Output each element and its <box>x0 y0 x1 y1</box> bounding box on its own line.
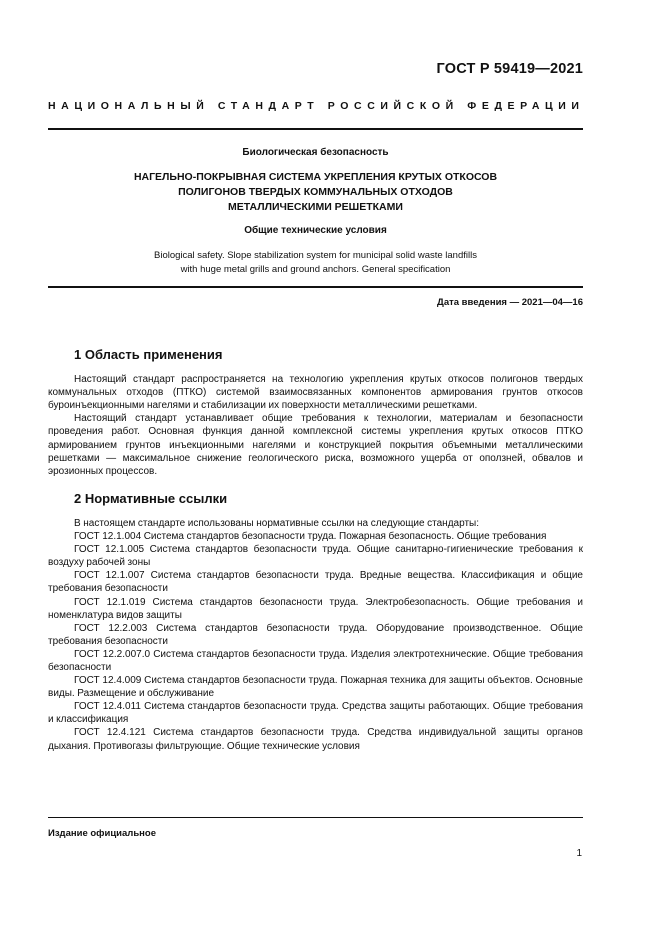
paragraph: В настоящем стандарте использованы нормативные ссылки на следующие стандарты: <box>74 517 479 529</box>
section-normative-references <box>48 492 583 753</box>
reference-item: ГОСТ 12.2.007.0 Система стандартов безопасности труда. Изделия электротехнические. Общие требования безопасности <box>48 648 583 673</box>
reference-item: ГОСТ 12.4.121 Система стандартов безопасности труда. Средства индивидуальной защиты органов дыхания. Противогазы фильтрующие. Общие технические условия <box>48 727 583 752</box>
title-divider <box>48 286 583 288</box>
section-scope <box>48 348 583 478</box>
reference-item: ГОСТ 12.1.005 Система стандартов безопасности труда. Общие санитарно-гигиенические требования к воздуху рабочей зоны <box>48 544 583 569</box>
reference-item: ГОСТ 12.1.019 Система стандартов безопасности труда. Электробезопасность. Общие требования и номенклатура видов защиты <box>48 596 583 621</box>
section-heading: 2 Нормативные ссылки <box>74 490 228 506</box>
document-title <box>48 170 583 215</box>
national-standard-banner: НАЦИОНАЛЬНЫЙ СТАНДАРТ РОССИЙСКОЙ ФЕДЕРАЦИИ <box>48 100 585 112</box>
document-body <box>48 348 583 753</box>
subject-line: Биологическая безопасность <box>242 147 389 158</box>
reference-item: ГОСТ 12.1.004 Система стандартов безопасности труда. Пожарная безопасность. Общие требования <box>74 531 547 543</box>
title-line: НАГЕЛЬНО-ПОКРЫВНАЯ СИСТЕМА УКРЕПЛЕНИЯ КРУТЫХ ОТКОСОВ <box>133 171 498 183</box>
english-title-line: with huge metal grills and ground anchors. General specification <box>180 264 451 275</box>
footer-divider <box>48 817 583 818</box>
reference-item: ГОСТ 12.4.011 Система стандартов безопасности труда. Средства защиты работающих. Общие требования и классификация <box>48 701 583 726</box>
official-edition-label: Издание официальное <box>48 828 156 839</box>
reference-item: ГОСТ 12.1.007 Система стандартов безопасности труда. Вредные вещества. Классификация и общие требования безопасности <box>48 570 583 595</box>
reference-item: ГОСТ 12.4.009 Система стандартов безопасности труда. Пожарная техника для защиты объектов. Основные виды. Размещение и обслуживание <box>48 675 583 700</box>
top-divider <box>48 128 583 130</box>
document-subtitle: Общие технические условия <box>244 225 387 236</box>
title-line: ПОЛИГОНОВ ТВЕРДЫХ КОММУНАЛЬНЫХ ОТХОДОВ <box>178 186 453 198</box>
introduction-date: Дата введения — 2021—04—16 <box>437 297 583 308</box>
standard-number: ГОСТ Р 59419—2021 <box>436 61 583 77</box>
paragraph: Настоящий стандарт распространяется на технологию укрепления крутых откосов полигонов твердых коммунальных отходов (ПТКО) системой взаимосвязанных компонентов армирования грунтов откосов буроинъекционными нагелями и стабилизации их поверхности металлическими решетками. <box>48 374 583 412</box>
english-title <box>48 249 583 277</box>
paragraph: Настоящий стандарт устанавливает общие требования к технологии, материалам и безопасности проведения работ. Основная функция данной комплексной системы укрепления крутых откосов ПТКО армированием грунтов инъекционными нагелями и конструкцией покрытия объемными металлическими решетками — максимальное снижение геологического риска, возможного ущерба от оползней, обвалов и эрозионных процессов. <box>48 413 583 477</box>
section-heading: 1 Область применения <box>74 347 223 362</box>
page-number: 1 <box>576 848 582 859</box>
title-line: МЕТАЛЛИЧЕСКИМИ РЕШЕТКАМИ <box>228 201 403 213</box>
english-title-line: Biological safety. Slope stabilization system for municipal solid waste landfills <box>154 250 477 261</box>
reference-item: ГОСТ 12.2.003 Система стандартов безопасности труда. Оборудование производственное. Общие требования безопасности <box>48 622 583 647</box>
